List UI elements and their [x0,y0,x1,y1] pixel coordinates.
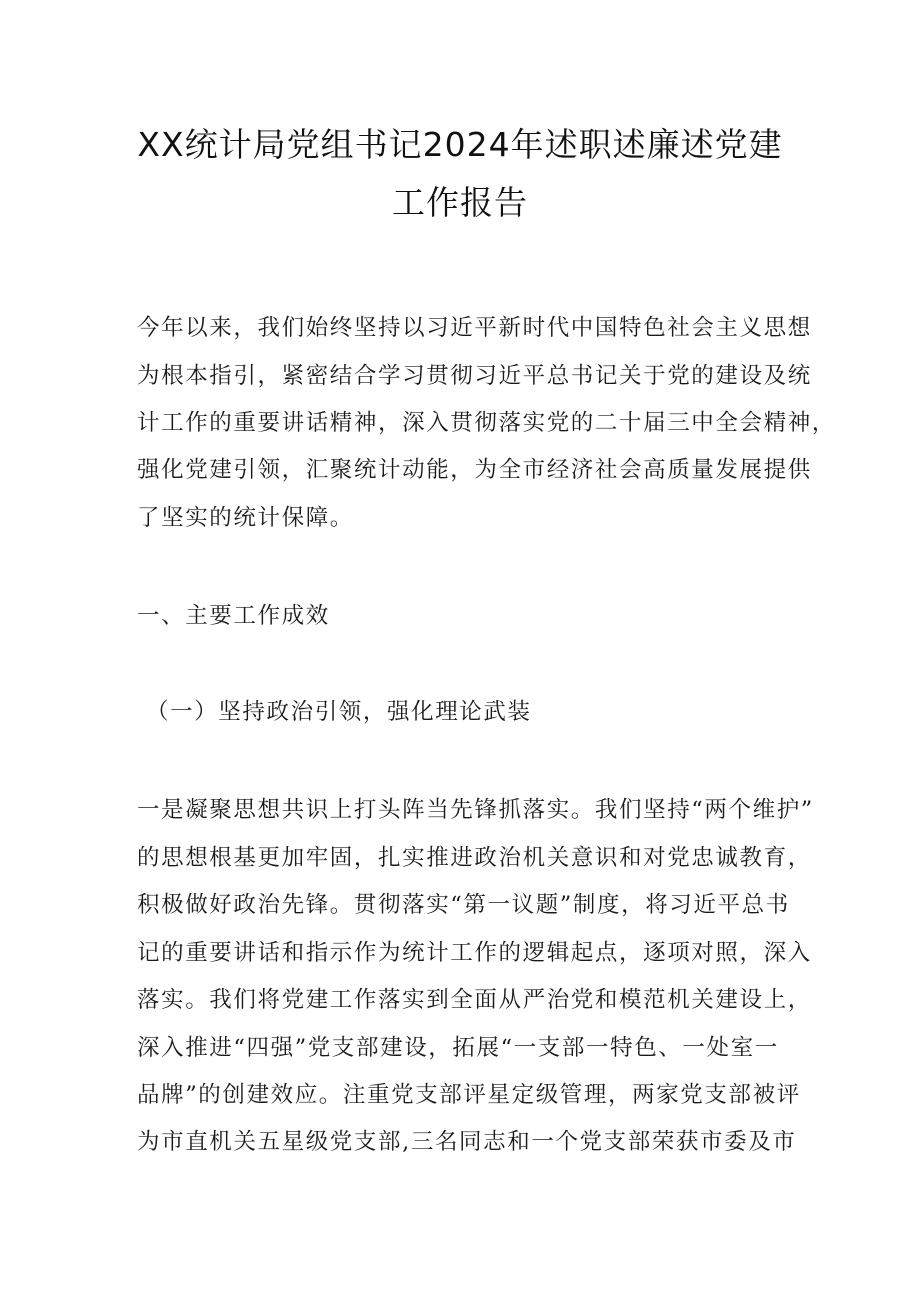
intro-paragraph-line: 为根本指引，紧密结合学习贯彻习近平总书记关于党的建设及统 [137,363,812,389]
section-heading: 一、主要工作成效 [137,603,330,629]
intro-paragraph-line: 计工作的重要讲话精神，深入贯彻落实党的二十届三中全会精神， [137,410,836,436]
body-paragraph-line: 积极做好政治先锋。贯彻落实“第一议题”制度，将习近平总书 [137,892,790,918]
intro-paragraph-line: 了坚实的统计保障。 [137,505,354,531]
intro-paragraph-line: 强化党建引领，汇聚统计动能，为全市经济社会高质量发展提供 [137,457,812,483]
document-title-line-1: XX统计局党组书记2024年述职述廉述党建 [137,125,783,164]
body-paragraph-line: 品牌”的创建效应。注重党支部评星定级管理，两家党支部被评 [137,1082,801,1108]
intro-paragraph-line: 今年以来，我们始终坚持以习近平新时代中国特色社会主义思想 [137,315,812,341]
body-paragraph-line: 记的重要讲话和指示作为统计工作的逻辑起点，逐项对照，深入 [137,940,812,966]
body-paragraph-line: 落实。我们将党建工作落实到全面从严治党和模范机关建设上， [137,987,812,1013]
body-paragraph-line: 为市直机关五星级党支部,三名同志和一个党支部荣获市委及市 [137,1129,797,1155]
body-paragraph-line: 一是凝聚思想共识上打头阵当先锋抓落实。我们坚持“两个维护” [137,797,814,823]
body-paragraph-line: 的思想根基更加牢固，扎实推进政治机关意识和对党忠诚教育， [137,845,812,871]
document-title-line-2: 工作报告 [392,183,528,222]
subsection-heading: （一）坚持政治引领，强化理论武装 [146,699,532,725]
body-paragraph-line: 深入推进“四强”党支部建设，拓展“一支部一特色、一处室一 [137,1035,779,1061]
